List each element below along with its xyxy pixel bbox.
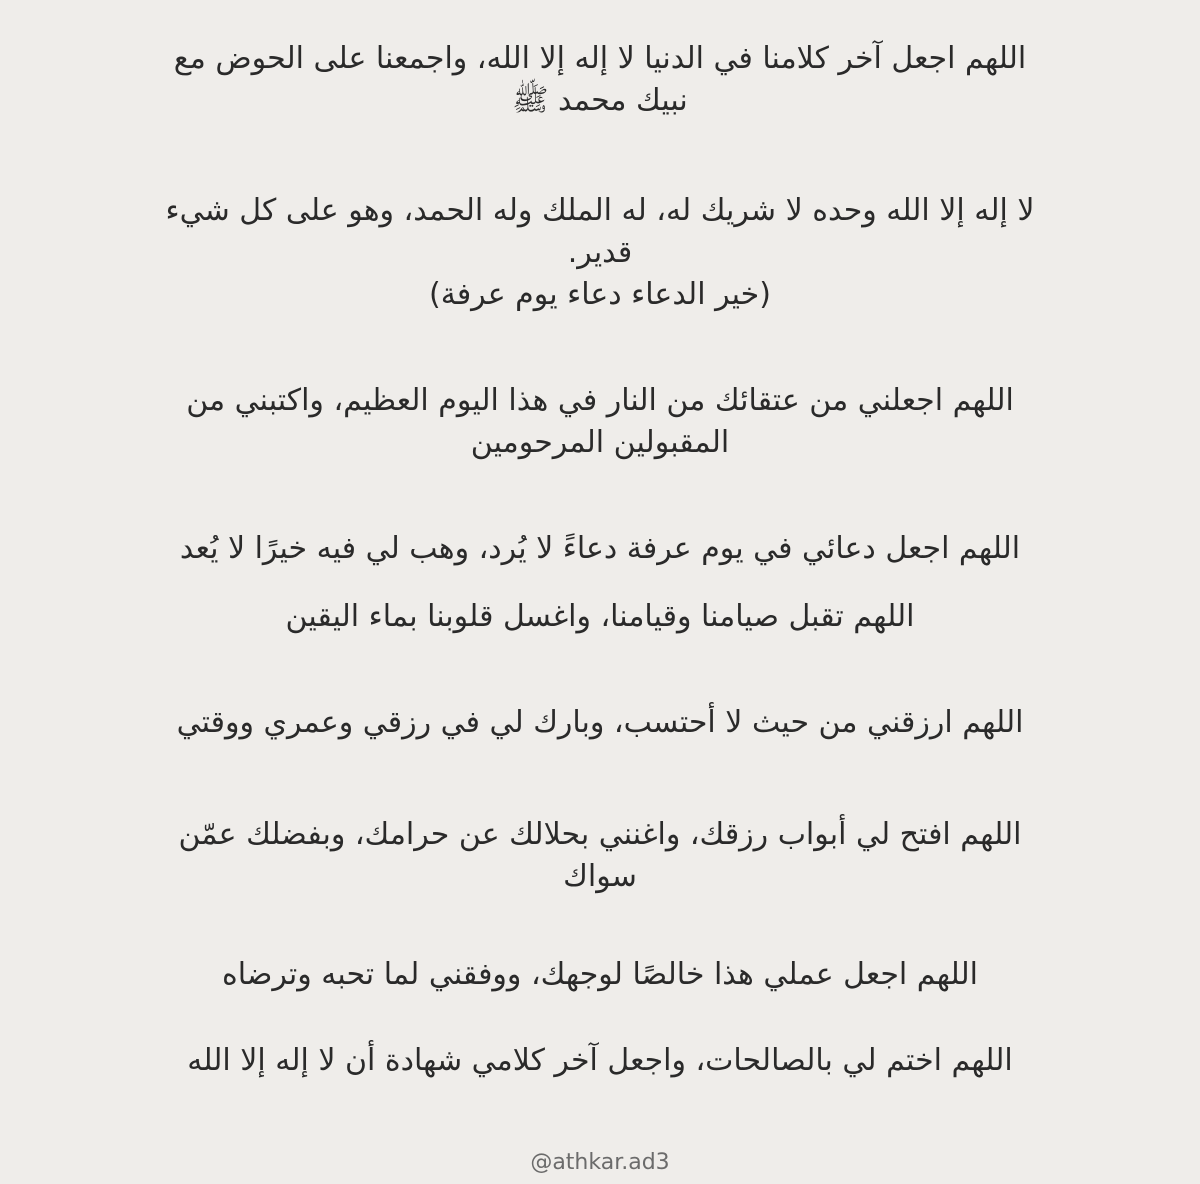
dua-text: اللهم اجعل دعائي في يوم عرفة دعاءً لا يُرد، وهب لي فيه خيرًا لا يُعد xyxy=(179,531,1021,566)
dua-text: اللهم اختم لي بالصالحات، واجعل آخر كلامي شهادة أن لا إله إلا الله xyxy=(187,1043,1013,1078)
dua-text: اللهم اجعلني من عتقائك من النار في هذا اليوم العظيم، واكتبني من المقبولين المرحومين xyxy=(186,383,1014,460)
dua-text: اللهم اجعل آخر كلامنا في الدنيا لا إله إلا الله، واجمعنا على الحوض مع نبيك محمد ﷺ xyxy=(173,41,1027,118)
dua-text: اللهم اجعل عملي هذا خالصًا لوجهك، ووفقني لما تحبه وترضاه xyxy=(222,957,978,992)
dua-text: اللهم تقبل صيامنا وقيامنا، واغسل قلوبنا بماء اليقين xyxy=(285,599,915,634)
account-handle: @athkar.ad3 xyxy=(530,1150,670,1175)
dua-text: لا إله إلا الله وحده لا شريك له، له الملك وله الحمد، وهو على كل شيء قدير. (خير الدعاء دعاء يوم عرفة) xyxy=(165,193,1035,312)
dua-text: اللهم ارزقني من حيث لا أحتسب، وبارك لي في رزقي وعمري ووقتي xyxy=(176,705,1024,740)
dua-text: اللهم افتح لي أبواب رزقك، واغنني بحلالك عن حرامك، وبفضلك عمّن سواك xyxy=(178,817,1022,894)
